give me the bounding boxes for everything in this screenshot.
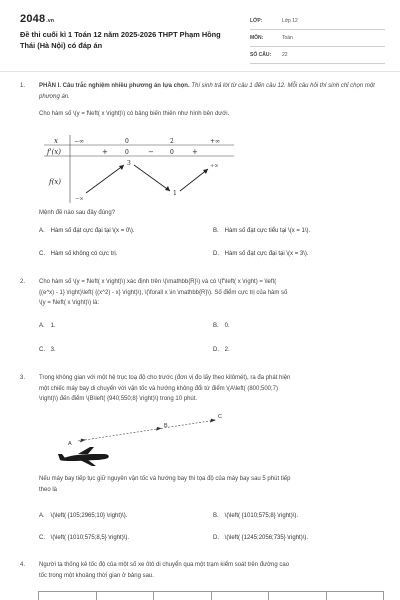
question-line: {(e^x) - 1} \right)\left( {(x^2) - x} \right)\), \(\forall x \in \mathbb{R}\). Số điểm cực trị của hàm số (39, 289, 288, 296)
option-text: Hàm số đạt cực đại tại \(x = 0\). (50, 228, 135, 234)
option-text: Hàm số đạt cực đại tại \(x = 3\). (224, 251, 309, 257)
x-value: +∞ (210, 138, 221, 145)
option-label: D. (213, 535, 219, 541)
sign-value: + (102, 148, 108, 156)
option-a[interactable] (39, 323, 56, 329)
option-text: \(\left( {1010;575;8} \right)\). (224, 513, 299, 519)
arrow-head-icon (156, 427, 162, 431)
x-value: −∞ (74, 138, 85, 145)
option-label: B. (213, 323, 219, 329)
option-a[interactable] (39, 513, 127, 519)
meta-row-class (250, 13, 385, 30)
x-value: 0 (125, 138, 129, 145)
table-cell (327, 592, 384, 600)
question-line: Cho hàm số \(y = f\left( x \right)\) xác định trên \(\mathbb{R}\) và có \(f'\left( x \right) = \left( (39, 279, 277, 285)
question-number: 1. (20, 83, 26, 89)
site-logo[interactable] (20, 13, 54, 25)
question-line: một chiếc máy bay di chuyển với vận tốc và hướng không đổi từ điểm \(A\left( (800;500;7) (39, 385, 279, 392)
question-number: 2. (20, 279, 26, 285)
point-label-b: B (164, 423, 168, 429)
table-label-fprime: f'(x) (47, 148, 61, 156)
table-cell (39, 592, 97, 600)
sign-value: − (148, 148, 154, 156)
meta-value: Toán (282, 35, 293, 41)
part-instructions: Thí sinh trả lời từ câu 1 đến câu 12. Mỗi câu hỏi thí sinh chỉ chọn một phương án. (39, 83, 375, 100)
meta-key: SỐ CÂU: (250, 52, 272, 58)
speed-table (38, 591, 384, 600)
f-value: −∞ (75, 196, 84, 202)
option-a[interactable] (39, 228, 135, 234)
option-c[interactable] (39, 251, 117, 257)
increasing-arrow (180, 169, 208, 191)
document-title: Đề thi cuối kì 1 Toán 12 năm 2025-2026 THPT Phạm Hồng Thái (Hà Nội) có đáp án (20, 30, 221, 50)
meta-key: LỚP: (250, 18, 263, 24)
flight-path-line (78, 420, 216, 441)
option-label: C. (39, 347, 45, 353)
table-cell (154, 592, 212, 600)
question-body (39, 560, 386, 581)
question-line: Nếu máy bay tiếp tục giữ nguyên vận tốc và hướng bay thì tọa độ của máy bay sau 5 phút tiếp (39, 476, 291, 482)
option-label: C. (39, 251, 45, 257)
arrow-head-icon (210, 419, 216, 423)
option-c[interactable] (39, 535, 129, 541)
question-line: \right)\) đến điểm \(B\left( {940;550;8} \right)\) trong 10 phút. (39, 396, 198, 402)
table-label-x: x (54, 137, 58, 145)
meta-row-count (250, 47, 385, 64)
option-label: D. (213, 347, 219, 353)
question-number: 3. (20, 375, 26, 381)
x-value: 2 (170, 138, 174, 145)
question-body (39, 474, 386, 495)
option-label: A. (39, 228, 45, 234)
point-label-a: A (68, 441, 72, 447)
option-c[interactable] (39, 347, 56, 353)
option-label: A. (39, 513, 45, 519)
option-text: 3. (50, 347, 56, 353)
question-line: Trong không gian với một hệ trục toạ độ cho trước (đơn vị đo lấy theo kilômét), ra đa phát hiện (39, 375, 291, 381)
question-prompt: Mệnh đề nào sau đây đúng? (39, 210, 116, 216)
question-number: 4. (20, 562, 26, 568)
option-b[interactable] (213, 323, 230, 329)
option-label: B. (213, 513, 219, 519)
f-value: +∞ (210, 163, 219, 169)
question-body (39, 81, 386, 120)
option-text: \(\left( {1245;2056;735} \right)\). (224, 535, 309, 541)
point-label-c: C (218, 414, 222, 420)
table-label-f: f(x) (49, 178, 62, 186)
option-label: A. (39, 323, 45, 329)
sign-value: + (192, 148, 198, 156)
arrow-head-icon (80, 439, 86, 443)
option-b[interactable] (213, 513, 298, 519)
meta-row-subject (250, 30, 385, 47)
option-b[interactable] (213, 228, 310, 234)
question-line: \(y = f\left( x \right)\) là: (39, 300, 100, 306)
logo-suffix: .vn (46, 18, 55, 24)
increasing-arrow (86, 165, 124, 193)
sign-value: 0 (125, 149, 129, 156)
question-line: Người ta thống kê tốc độ của một số xe ôtô di chuyển qua một trạm kiểm soát trên đường cao (39, 562, 290, 568)
question-body (39, 277, 386, 309)
option-d[interactable] (213, 347, 230, 353)
meta-value: Lớp 12 (282, 18, 298, 24)
table-cell (97, 592, 155, 600)
meta-value: 22 (282, 52, 288, 58)
document-header (0, 0, 400, 72)
f-value: 3 (127, 160, 131, 167)
decreasing-arrow (134, 165, 170, 191)
option-label: B. (213, 228, 219, 234)
option-d[interactable] (213, 535, 308, 541)
airplane-diagram (56, 410, 236, 470)
f-value: 1 (173, 190, 177, 197)
option-text: Hàm số đạt cực tiểu tại \(x = 1\). (224, 228, 311, 234)
option-d[interactable] (213, 251, 309, 257)
question-body (39, 373, 386, 405)
option-text: 2. (224, 347, 230, 353)
option-label: D. (213, 251, 219, 257)
option-label: C. (39, 535, 45, 541)
sign-value: 0 (170, 149, 174, 156)
option-text: 0. (224, 323, 230, 329)
meta-key: MÔN: (250, 35, 264, 41)
question-line: tốc trong một khoảng thời gian ở bảng sau. (39, 572, 154, 579)
part-heading (39, 81, 386, 102)
table-cell (212, 592, 270, 600)
table-cell (269, 592, 327, 600)
document-meta (250, 13, 385, 64)
question-line: theo là (39, 486, 58, 493)
question-stem: Cho hàm số \(y = f\left( x \right)\) có bảng biến thiên như hình bên dưới. (39, 111, 230, 117)
option-text: Hàm số không có cực trị. (50, 251, 118, 257)
option-text: \(\left( {1010;575;8,5} \right)\). (50, 535, 130, 541)
part-title: PHẦN I. Câu trắc nghiệm nhiều phương án lựa chọn. (39, 83, 190, 89)
option-text: 1. (50, 323, 56, 329)
logo-main: 2048 (20, 13, 46, 25)
option-text: \(\left( {105;2965;10} \right)\). (50, 513, 128, 519)
variation-table (44, 135, 234, 203)
airplane-icon (58, 447, 109, 466)
